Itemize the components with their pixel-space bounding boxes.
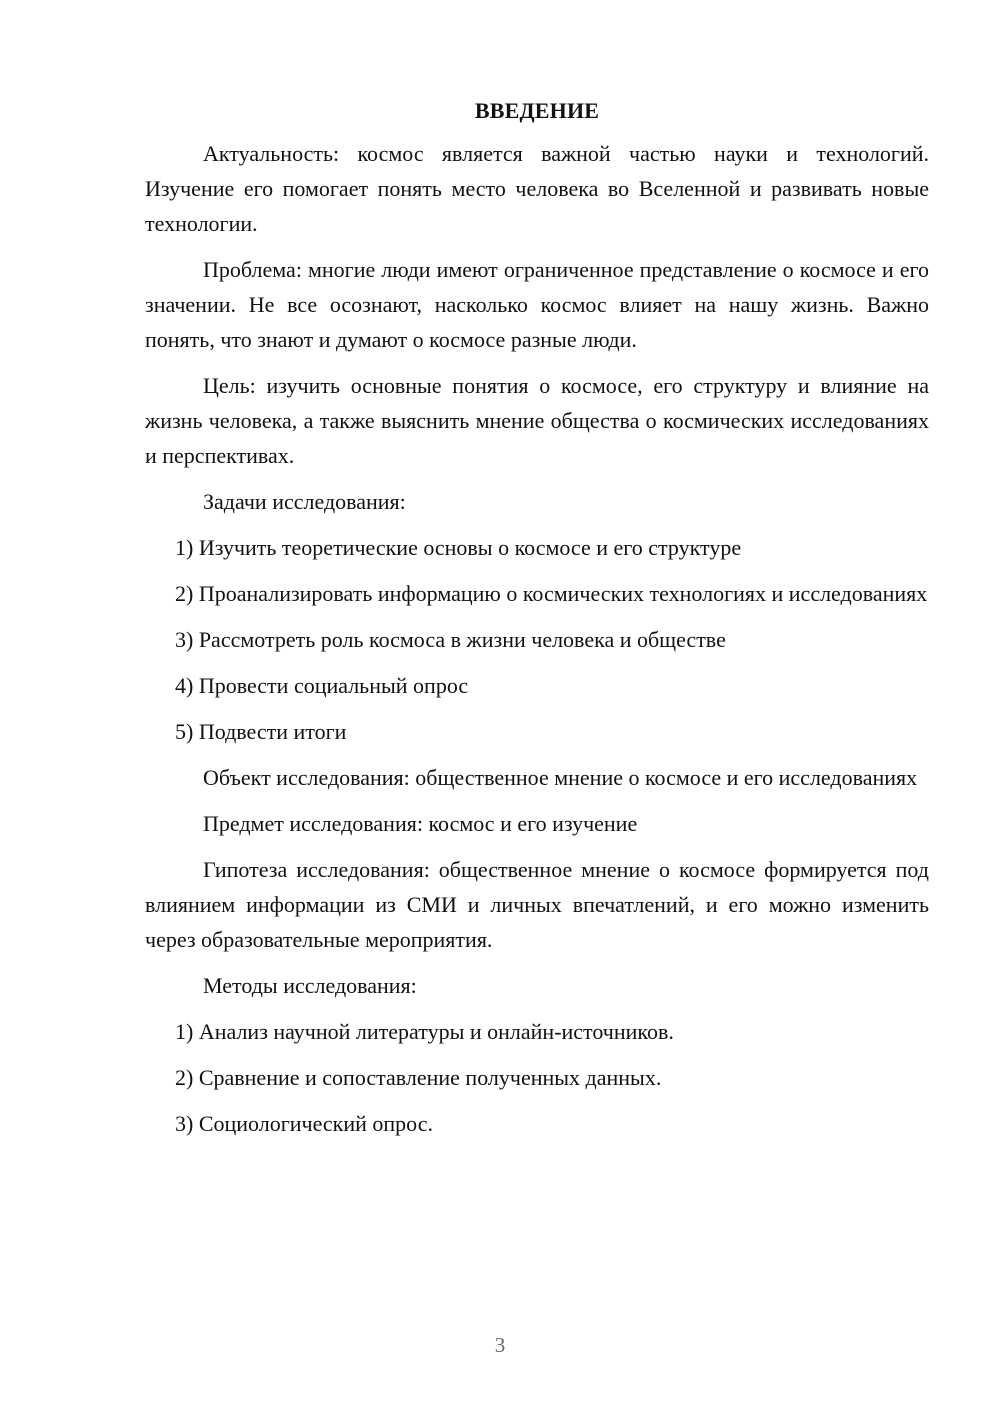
hypothesis-paragraph: Гипотеза исследования: общественное мнение о космосе формируется под влиянием информации из СМИ и личных впечатлений, и его можно изменить через образовательные мероприятия. xyxy=(145,857,929,952)
task-item-1: 1) Изучить теоретические основы о космосе и его структуре xyxy=(175,535,742,560)
task-item-5: 5) Подвести итоги xyxy=(175,719,347,744)
task-item-2: 2) Проанализировать информацию о космических технологиях и исследованиях xyxy=(175,581,928,606)
page-title: ВВЕДЕНИЕ xyxy=(474,98,600,123)
tasks-heading: Задачи исследования: xyxy=(203,489,406,514)
task-item-4: 4) Провести социальный опрос xyxy=(175,673,469,698)
method-item-3: 3) Социологический опрос. xyxy=(175,1111,433,1136)
subject-paragraph: Предмет исследования: космос и его изучение xyxy=(203,811,638,836)
problem-paragraph: Проблема: многие люди имеют ограниченное представление о космосе и его значении. Не все осознают, насколько космос влияет на нашу жизнь. Важно понять, что знают и думают о космосе разные люди. xyxy=(145,257,929,352)
methods-heading: Методы исследования: xyxy=(203,973,417,998)
document-page xyxy=(145,93,929,1152)
goal-paragraph: Цель: изучить основные понятия о космосе, его структуру и влияние на жизнь человека, а также выяснить мнение общества о космических исследованиях и перспективах. xyxy=(145,373,929,468)
task-item-3: 3) Рассмотреть роль космоса в жизни человека и обществе xyxy=(175,627,726,652)
relevance-paragraph: Актуальность: космос является важной частью науки и технологий. Изучение его помогает понять место человека во Вселенной и развивать новые технологии. xyxy=(145,141,929,236)
object-paragraph: Объект исследования: общественное мнение о космосе и его исследованиях xyxy=(203,765,918,790)
method-item-2: 2) Сравнение и сопоставление полученных данных. xyxy=(175,1065,662,1090)
method-item-1: 1) Анализ научной литературы и онлайн-источников. xyxy=(175,1019,674,1044)
page-number: 3 xyxy=(494,1333,506,1357)
